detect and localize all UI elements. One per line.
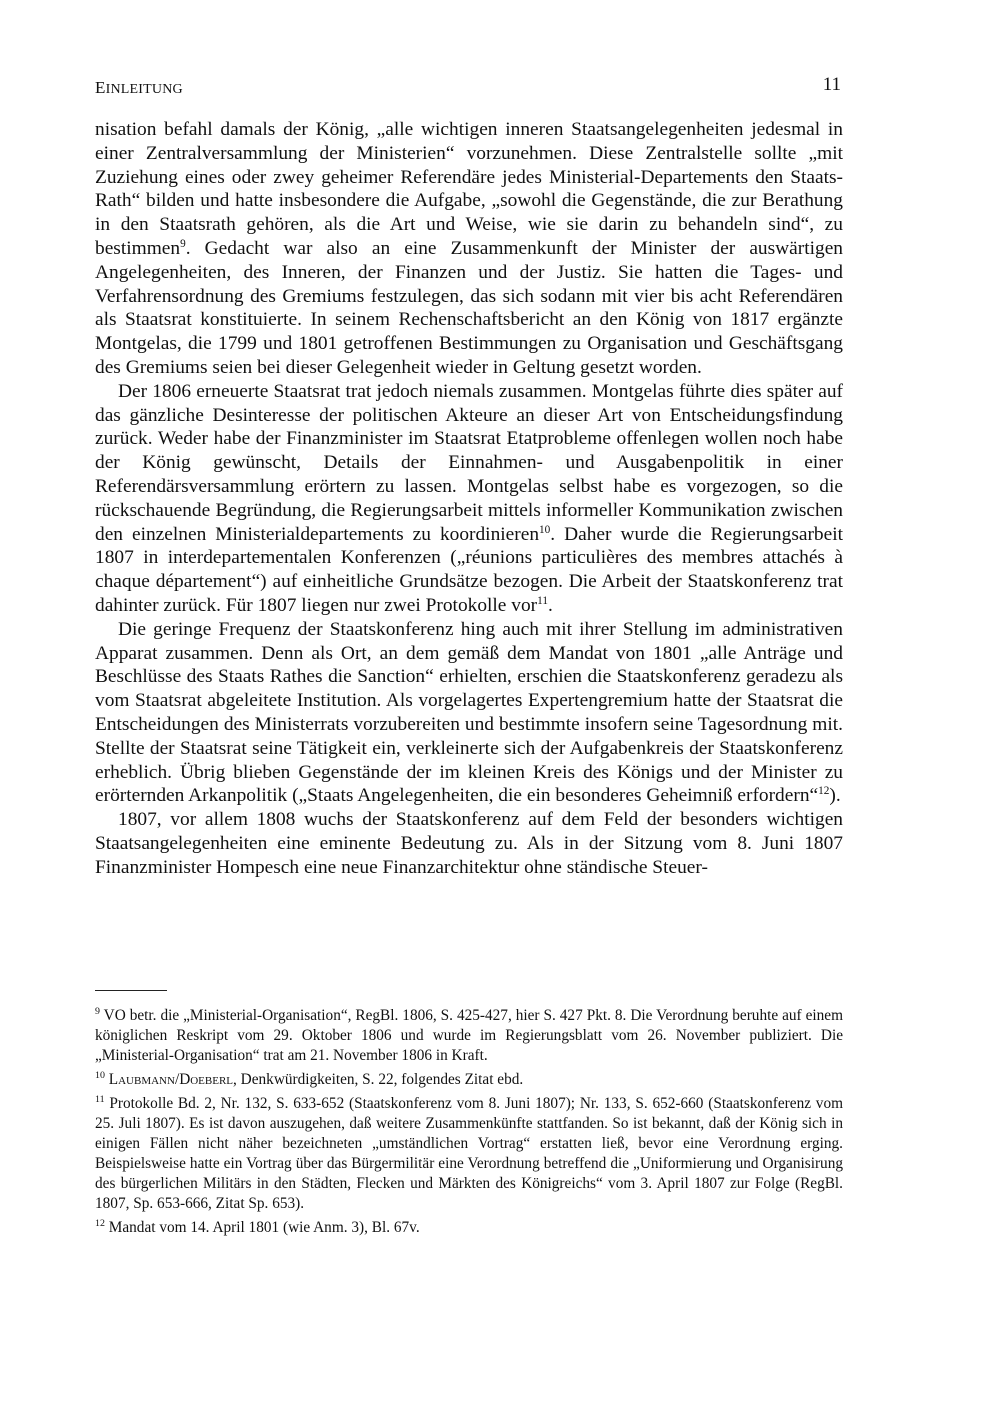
footnote-reference: 12: [818, 785, 830, 798]
text-run: 1807, vor allem 1808 wuchs der Staatskonferenz auf dem Feld der besonders wichtigen Staatsangelegenheiten eine eminente Bedeutung zu. Als in der Sitzung vom 8. Juni 1807 Finanzminister Hompesch eine neue Finanzarchitektur ohne ständische Steuer-: [95, 809, 843, 878]
footnote: [95, 1218, 843, 1238]
author-names: Laubmann/Doeberl: [108, 1071, 234, 1088]
main-text: [95, 118, 843, 880]
text-run: VO betr. die „Ministerial-Organisation“, RegBl. 1806, S. 425-427, hier S. 427 Pkt. 8. Die Verordnung beruhte auf einem königlichen Reskript vom 29. Oktober 1806 und wurde im Regierungsblatt vom 26. November publiziert. Die „Ministerial-Organisation“ trat am 21. November 1806 in Kraft.: [95, 1007, 843, 1064]
text-run: Die geringe Frequenz der Staatskonferenz hing auch mit ihrer Stellung im administrativen Apparat zusammen. Denn als Ort, an dem gemäß dem Mandat von 1801 „alle Anträge und Beschlüsse des Staats Rathes die Sanction“ erhielten, erschien die Staatskonferenz geradezu als vom Staatsrat abgeleitete Institution. Als vorgelagertes Expertengremium hatte der Staatsrat die Entscheidungen des Ministerrats vorzubereiten und bestimmte insofern seine Tagesordnung mit. Stellte der Staatsrat seine Tätigkeit ein, verkleinerte sich der Aufgabenkreis der Staatskonferenz erheblich. Übrig blieben Gegenstände der im kleinen Kreis des Königs und der Minister zu erörternden Arkanpolitik („Staats Angelegenheiten, die ein besonderes Geheimniß erfordern“: [95, 618, 843, 807]
text-run: nisation befahl damals der König, „alle wichtigen inneren Staatsangelegenheiten jedesmal in einer Zentralversammlung der Ministerien“ vorzunehmen. Diese Zentralstelle sollte „mit Zuziehung eines oder zwey geheimer Referendäre jedes Ministerial-Departements den Staats-Rath“ bilden und hatte insbesondere die Aufgabe, „sowohl die Gegenstände, die zur Berathung in den Staatsrath gehören, als die Art und Weise, wie sie darin zu behandeln sind“, zu bestimmen: [95, 119, 843, 259]
text-run: .: [547, 594, 553, 616]
paragraph: [95, 808, 843, 879]
footnote-reference: 11: [537, 594, 548, 607]
paragraph: [95, 618, 843, 808]
footnotes: [95, 1006, 843, 1242]
footnote-number: 10: [95, 1069, 105, 1081]
footnote-reference: 10: [539, 523, 551, 536]
text-run: . Daher wurde die Regierungsarbeit 1807 in interdepartementalen Konferenzen („réunions particulières des membres attachés à chaque département“) auf einheitliche Grundsätze bezogen. Die Arbeit der Staatskonferenz trat dahinter zurück. Für 1807 liegen nur zwei Protokolle vor: [95, 523, 844, 616]
footnote-separator: [95, 990, 167, 991]
paragraph: [95, 380, 843, 618]
running-header: [95, 74, 843, 98]
footnote: [95, 1094, 843, 1214]
footnote: [95, 1070, 843, 1090]
footnote: [95, 1006, 843, 1066]
paragraph: [95, 118, 843, 380]
footnote-number: 11: [95, 1093, 105, 1105]
running-title: EINLEITUNG: [95, 78, 183, 97]
footnote-number: 9: [95, 1005, 100, 1017]
text-run: ).: [829, 785, 841, 807]
text-run: Mandat vom 14. April 1801 (wie Anm. 3), Bl. 67v.: [108, 1219, 420, 1236]
footnote-number: 12: [95, 1217, 105, 1229]
text-run: . Gedacht war also an eine Zusammenkunft der Minister der auswärtigen Angelegenheiten, des Inneren, der Finanzen und der Justiz. Sie hatten die Tages- und Verfahrensordnung des Gremiums festzulegen, das sich sodann mit vier bis acht Referendären als Staatsrat konstituierte. In seinem Rechenschaftsbericht an den König von 1817 ergänzte Montgelas, die 1799 und 1801 getroffenen Bestimmungen zu Organisation und Geschäftsgang des Gremiums seien bei dieser Gelegenheit wieder in Geltung gesetzt worden.: [95, 237, 843, 378]
text-run: Protokolle Bd. 2, Nr. 132, S. 633-652 (Staatskonferenz vom 8. Juni 1807); Nr. 133, S. 652-660 (Staatskonferenz vom 25. Juli 1807). Es ist davon auszugehen, daß weitere Zusammenkünfte stattfanden. So ist bekannt, daß der König sich in einigen Fällen nicht näher bezeichneten „umständlichen Vortrag“ erstatten ließ, bevor eine Verordnung erging. Beispielsweise hatte ein Vortrag über das Bürgermilitär eine Verordnung betreffend die „Uniformierung und Organisirung des bürgerlichen Militärs in den Städten, Flecken und Märkten des Königreichs“ vom 3. April 1807 zur Folge (RegBl. 1807, Sp. 653-666, Zitat Sp. 653).: [95, 1095, 843, 1212]
text-run: , Denkwürdigkeiten, S. 22, folgendes Zitat ebd.: [233, 1071, 524, 1088]
text-run: Der 1806 erneuerte Staatsrat trat jedoch niemals zusammen. Montgelas führte dies später auf das gänzliche Desinteresse der politischen Akteure an dieser Art von Entscheidungsfindung zurück. Weder habe der Finanzminister im Staatsrat Etatprobleme offenlegen wollen noch habe der König gewünscht, Details der Einnahmen- und Ausgabenpolitik in einer Referendärsversammlung erörtern zu lassen. Montgelas selbst habe es vorgezogen, so die rückschauende Begründung, die Regierungsarbeit mittels informeller Kommunikation zwischen den einzelnen Ministerialdepartements zu koordinieren: [95, 380, 843, 545]
page-number: 11: [822, 74, 841, 95]
footnote-reference: 9: [180, 238, 186, 251]
